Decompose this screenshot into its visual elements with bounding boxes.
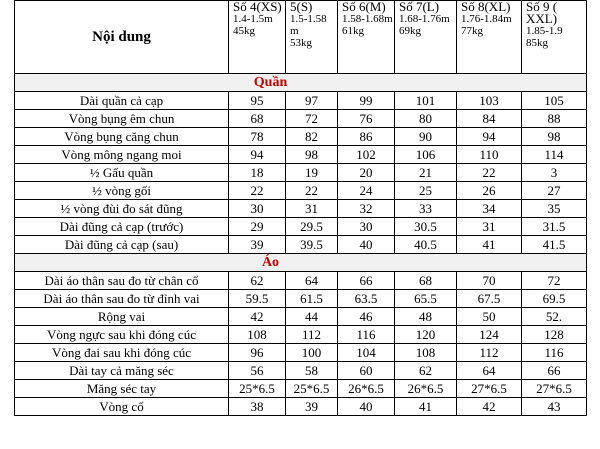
table-row xyxy=(15,92,587,110)
measurement-label: Dài đũng cả cạp (trước) xyxy=(15,218,229,236)
measurement-value: 27*6.5 xyxy=(522,380,587,398)
measurement-value: 26*6.5 xyxy=(338,380,395,398)
measurement-value: 94 xyxy=(457,128,522,146)
measurement-value: 114 xyxy=(522,146,587,164)
measurement-value: 97 xyxy=(286,92,338,110)
measurement-value: 69.5 xyxy=(522,290,587,308)
table-row xyxy=(15,362,587,380)
measurement-value: 58 xyxy=(286,362,338,380)
measurement-value: 39 xyxy=(229,236,286,254)
size-name: Số 9 ( XXL) xyxy=(526,0,558,26)
measurement-value: 34 xyxy=(457,200,522,218)
measurement-value: 3 xyxy=(522,164,587,182)
size-name: Số 4(XS) xyxy=(233,0,282,14)
section-title xyxy=(15,254,587,272)
size-header-xs xyxy=(229,1,286,74)
size-weight: 61kg xyxy=(342,25,364,37)
table-row xyxy=(15,164,587,182)
measurement-label: ½ vòng gối xyxy=(15,182,229,200)
measurement-value: 20 xyxy=(338,164,395,182)
measurement-value: 105 xyxy=(522,92,587,110)
measurement-value: 60 xyxy=(338,362,395,380)
measurement-value: 110 xyxy=(457,146,522,164)
table-row xyxy=(15,146,587,164)
measurement-value: 40 xyxy=(338,236,395,254)
table-row xyxy=(15,236,587,254)
measurement-value: 68 xyxy=(395,272,457,290)
measurement-value: 124 xyxy=(457,326,522,344)
measurement-value: 108 xyxy=(395,344,457,362)
measurement-value: 116 xyxy=(338,326,395,344)
measurement-label: Vòng mông ngang moi xyxy=(15,146,229,164)
size-table-body xyxy=(15,74,587,416)
measurement-value: 39.5 xyxy=(286,236,338,254)
measurement-label: Dài áo thân sau đo từ đỉnh vai xyxy=(15,290,229,308)
size-header-s xyxy=(286,1,338,74)
measurement-label: Rộng vai xyxy=(15,308,229,326)
measurement-value: 56 xyxy=(229,362,286,380)
measurement-value: 29 xyxy=(229,218,286,236)
measurement-value: 64 xyxy=(286,272,338,290)
measurement-value: 41 xyxy=(395,398,457,416)
size-name: Số 6(M) xyxy=(342,0,386,14)
measurement-value: 78 xyxy=(229,128,286,146)
table-row xyxy=(15,110,587,128)
size-weight: 53kg xyxy=(290,37,312,49)
size-name: 5(S) xyxy=(290,0,313,14)
measurement-value: 63.5 xyxy=(338,290,395,308)
measurement-value: 42 xyxy=(229,308,286,326)
measurement-value: 61.5 xyxy=(286,290,338,308)
size-height: 1.5-1.58 m xyxy=(290,13,327,37)
measurement-label: Vòng bụng êm chun xyxy=(15,110,229,128)
table-row xyxy=(15,218,587,236)
size-weight: 45kg xyxy=(233,25,255,37)
measurement-value: 102 xyxy=(338,146,395,164)
measurement-value: 70 xyxy=(457,272,522,290)
size-header-xl xyxy=(457,1,522,74)
measurement-value: 26 xyxy=(457,182,522,200)
measurement-value: 32 xyxy=(338,200,395,218)
size-weight: 77kg xyxy=(461,25,483,37)
measurement-value: 30 xyxy=(338,218,395,236)
measurement-label: Vòng cổ xyxy=(15,398,229,416)
measurement-value: 35 xyxy=(522,200,587,218)
measurement-value: 76 xyxy=(338,110,395,128)
measurement-value: 18 xyxy=(229,164,286,182)
measurement-value: 98 xyxy=(522,128,587,146)
measurement-value: 72 xyxy=(286,110,338,128)
measurement-value: 66 xyxy=(522,362,587,380)
table-row xyxy=(15,200,587,218)
size-weight: 85kg xyxy=(526,37,548,49)
measurement-value: 27 xyxy=(522,182,587,200)
measurement-value: 96 xyxy=(229,344,286,362)
size-height: 1.4-1.5m xyxy=(233,13,273,25)
measurement-value: 26*6.5 xyxy=(395,380,457,398)
content-column-header: Nội dung xyxy=(15,1,229,74)
measurement-label: Vòng ngực sau khi đóng cúc xyxy=(15,326,229,344)
measurement-value: 41 xyxy=(457,236,522,254)
measurement-label: Vòng đai sau khi đóng cúc xyxy=(15,344,229,362)
measurement-label: Dài tay cả măng séc xyxy=(15,362,229,380)
measurement-value: 22 xyxy=(286,182,338,200)
measurement-value: 31 xyxy=(286,200,338,218)
size-name: Số 8(XL) xyxy=(461,0,511,14)
size-height: 1.58-1.68m xyxy=(342,13,393,25)
measurement-value: 100 xyxy=(286,344,338,362)
measurement-value: 67.5 xyxy=(457,290,522,308)
header-row xyxy=(15,1,587,74)
measurement-value: 30 xyxy=(229,200,286,218)
size-table xyxy=(14,0,587,416)
section-title xyxy=(15,74,587,92)
measurement-value: 30.5 xyxy=(395,218,457,236)
measurement-label: Dài quần cả cạp xyxy=(15,92,229,110)
measurement-value: 80 xyxy=(395,110,457,128)
measurement-value: 43 xyxy=(522,398,587,416)
size-name: Số 7(L) xyxy=(399,0,440,14)
table-row xyxy=(15,344,587,362)
measurement-value: 64 xyxy=(457,362,522,380)
measurement-value: 41.5 xyxy=(522,236,587,254)
size-header-l xyxy=(395,1,457,74)
measurement-value: 88 xyxy=(522,110,587,128)
measurement-value: 106 xyxy=(395,146,457,164)
size-weight: 69kg xyxy=(399,25,421,37)
measurement-value: 95 xyxy=(229,92,286,110)
measurement-value: 94 xyxy=(229,146,286,164)
section-row xyxy=(15,254,587,272)
table-row xyxy=(15,380,587,398)
measurement-value: 38 xyxy=(229,398,286,416)
measurement-label: Dài áo thân sau đo từ chân cổ xyxy=(15,272,229,290)
size-height: 1.68-1.76m xyxy=(399,13,450,25)
measurement-value: 25*6.5 xyxy=(286,380,338,398)
measurement-value: 22 xyxy=(457,164,522,182)
measurement-value: 29.5 xyxy=(286,218,338,236)
measurement-value: 112 xyxy=(457,344,522,362)
measurement-value: 120 xyxy=(395,326,457,344)
table-row xyxy=(15,398,587,416)
measurement-value: 40 xyxy=(338,398,395,416)
measurement-value: 108 xyxy=(229,326,286,344)
measurement-value: 46 xyxy=(338,308,395,326)
measurement-value: 98 xyxy=(286,146,338,164)
measurement-value: 31 xyxy=(457,218,522,236)
measurement-value: 21 xyxy=(395,164,457,182)
measurement-value: 42 xyxy=(457,398,522,416)
measurement-value: 82 xyxy=(286,128,338,146)
measurement-value: 101 xyxy=(395,92,457,110)
measurement-value: 33 xyxy=(395,200,457,218)
table-row xyxy=(15,290,587,308)
measurement-label: Dài đũng cả cạp (sau) xyxy=(15,236,229,254)
measurement-value: 50 xyxy=(457,308,522,326)
measurement-value: 59.5 xyxy=(229,290,286,308)
size-height: 1.85-1.9 xyxy=(526,25,563,37)
measurement-value: 19 xyxy=(286,164,338,182)
size-header-m xyxy=(338,1,395,74)
measurement-value: 24 xyxy=(338,182,395,200)
measurement-value: 65.5 xyxy=(395,290,457,308)
measurement-value: 116 xyxy=(522,344,587,362)
measurement-value: 62 xyxy=(395,362,457,380)
measurement-value: 22 xyxy=(229,182,286,200)
measurement-value: 86 xyxy=(338,128,395,146)
measurement-value: 39 xyxy=(286,398,338,416)
size-height: 1.76-1.84m xyxy=(461,13,512,25)
measurement-value: 84 xyxy=(457,110,522,128)
measurement-value: 68 xyxy=(229,110,286,128)
table-row xyxy=(15,308,587,326)
table-row xyxy=(15,326,587,344)
measurement-value: 44 xyxy=(286,308,338,326)
measurement-value: 31.5 xyxy=(522,218,587,236)
table-row xyxy=(15,128,587,146)
section-row xyxy=(15,74,587,92)
measurement-value: 104 xyxy=(338,344,395,362)
measurement-value: 62 xyxy=(229,272,286,290)
measurement-value: 40.5 xyxy=(395,236,457,254)
measurement-value: 99 xyxy=(338,92,395,110)
measurement-value: 48 xyxy=(395,308,457,326)
measurement-value: 72 xyxy=(522,272,587,290)
measurement-value: 52. xyxy=(522,308,587,326)
measurement-value: 112 xyxy=(286,326,338,344)
table-row xyxy=(15,182,587,200)
measurement-value: 25 xyxy=(395,182,457,200)
measurement-label: Vòng bụng căng chun xyxy=(15,128,229,146)
measurement-value: 66 xyxy=(338,272,395,290)
measurement-value: 27*6.5 xyxy=(457,380,522,398)
measurement-value: 90 xyxy=(395,128,457,146)
measurement-label: ½ vòng đùi đo sát đũng xyxy=(15,200,229,218)
measurement-label: Măng séc tay xyxy=(15,380,229,398)
measurement-value: 25*6.5 xyxy=(229,380,286,398)
section-title-text: Áo xyxy=(261,254,280,270)
measurement-value: 103 xyxy=(457,92,522,110)
size-header-xxl xyxy=(522,1,587,74)
section-title-text: Quần xyxy=(253,74,288,90)
measurement-value: 128 xyxy=(522,326,587,344)
table-row xyxy=(15,272,587,290)
measurement-label: ½ Gấu quần xyxy=(15,164,229,182)
